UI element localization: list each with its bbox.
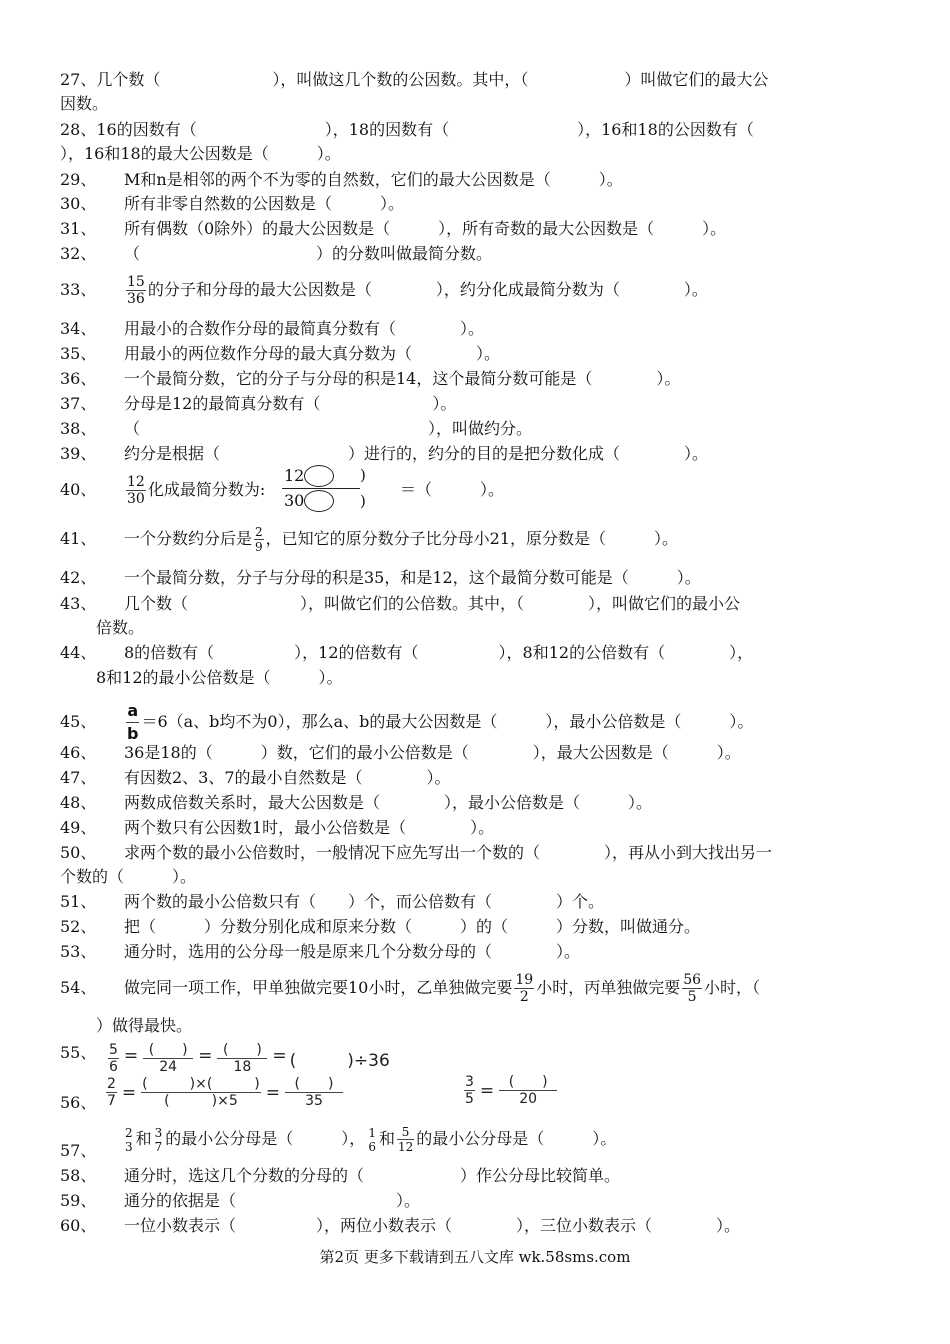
circle-blank (304, 465, 334, 487)
question-32: 32、 (60, 244, 97, 263)
equals-sign: = (272, 1046, 287, 1066)
denominator: 6 (109, 1059, 118, 1072)
fraction (397, 1125, 414, 1154)
circle-blank (304, 490, 334, 512)
question-number: 29、 (60, 170, 97, 189)
numerator: 2 (255, 525, 263, 539)
question-29 (60, 170, 96, 190)
denominator: 5 (687, 989, 697, 1005)
question-text: 小时，（ (704, 978, 761, 997)
denominator: 2 (519, 989, 529, 1005)
question-47-text: 有因数2、3、7的最小自然数是（ ）。 (124, 768, 451, 787)
question-41-text (124, 517, 678, 561)
question-40-tail: ＝（ ）。 (400, 480, 505, 499)
question-60-text: 一位小数表示（ ），两位小数表示（ ），三位小数表示（ ）。 (124, 1216, 741, 1235)
blank-numerator: ( ) (143, 1042, 193, 1059)
question-43-cont: 倍数。 (96, 618, 145, 637)
question-28 (60, 120, 754, 140)
question-56: 56、 (60, 1093, 97, 1112)
product-fraction (141, 1076, 261, 1109)
fraction (108, 1042, 119, 1072)
numerator: 5 (109, 1042, 118, 1058)
question-28-cont: ），16和18的最大公因数是（ ）。 (60, 144, 341, 163)
blank-fraction (217, 1042, 267, 1072)
question-31: 31、 (60, 219, 97, 238)
fraction (126, 474, 146, 507)
blank-fraction (499, 1074, 557, 1107)
question-48: 48、 (60, 793, 97, 812)
numerator: 5 (397, 1125, 414, 1140)
denominator: 3 (125, 1139, 133, 1154)
question-text: 化成最简分数为: (147, 480, 266, 499)
question-35-text: 用最小的两位数作分母的最大真分数为（ ）。 (124, 344, 501, 363)
conjunction: 和 (378, 1129, 395, 1148)
question-49: 49、 (60, 818, 97, 837)
question-40: 40、 (60, 480, 97, 499)
question-35: 35、 (60, 344, 97, 363)
question-59-text: 通分的依据是（ ）。 (124, 1191, 421, 1210)
numerator: 56 (683, 972, 702, 988)
question-41: 41、 (60, 529, 97, 548)
question-31-text: 所有偶数（0除外）的最大公因数是（ ），所有奇数的最大公因数是（ ）。 (124, 219, 727, 238)
numerator: ( )×( ) (142, 1076, 260, 1092)
question-55: 55、 (60, 1043, 97, 1062)
fraction (464, 1074, 475, 1107)
question-57-text (122, 1117, 616, 1161)
question-54-cont: ）做得最快。 (96, 1016, 193, 1035)
question-38: 38、 (60, 419, 97, 438)
question-44-text: 8的倍数有（ ），12的倍数有（ ），8和12的公倍数有（ ）， (124, 643, 754, 662)
question-30: 30、 (60, 194, 97, 213)
question-number: 27、 (60, 70, 97, 89)
denominator: 7 (154, 1139, 163, 1154)
question-50-text: 求两个数的最小公倍数时，一般情况下应先写出一个数的（ ），再从小到大找出另一 (124, 843, 773, 862)
question-39: 39、 (60, 444, 97, 463)
denominator: 35 (305, 1093, 323, 1109)
denominator: 18 (233, 1059, 252, 1072)
fraction (126, 274, 146, 307)
denominator: ( )×5 (164, 1093, 238, 1109)
question-44-cont: 8和12的最小公倍数是（ ）。 (96, 668, 343, 687)
question-48-text: 两数成倍数关系时，最大公因数是（ ），最小公倍数是（ ）。 (124, 793, 653, 812)
question-text: 16的因数有（ ），18的因数有（ ），16和18的公因数有（ (96, 120, 754, 139)
question-42-text: 一个最简分数，分子与分母的积是35，和是12，这个最简分数可能是（ ）。 (124, 568, 701, 587)
question-text: 几个数（ ），叫做这几个数的公因数。其中，（ ）叫做它们的最大公 (96, 70, 769, 89)
question-number: 28、 (60, 120, 97, 139)
question-50-cont: 个数的（ ）。 (60, 867, 197, 886)
question-text: 一个分数约分后是 (124, 529, 253, 548)
question-49-text: 两个数只有公因数1时，最小公倍数是（ ）。 (124, 818, 495, 837)
question-45: 45、 (60, 712, 97, 731)
numerator: 2 (107, 1076, 116, 1092)
numerator: 15 (127, 274, 145, 290)
denominator: 5 (465, 1091, 474, 1107)
denominator: 30 (284, 491, 305, 510)
fraction (124, 1126, 134, 1154)
numerator: 19 (515, 972, 534, 988)
blank-fraction (143, 1042, 193, 1072)
denominator: 7 (107, 1093, 116, 1109)
question-29-text: M和n是相邻的两个不为零的自然数，它们的最大公因数是（ ）。 (124, 170, 623, 189)
fraction (682, 972, 702, 1005)
division-expression: ( )÷36 (289, 1051, 390, 1071)
question-54-text (124, 966, 760, 1010)
question-51: 51、 (60, 892, 97, 911)
question-33: 33、 (60, 280, 97, 299)
question-text: 小时，丙单独做完要 (536, 978, 681, 997)
denominator: 24 (159, 1059, 178, 1072)
blank-numerator: ( ) (499, 1074, 557, 1091)
denominator: 20 (519, 1091, 538, 1107)
question-51-text: 两个数的最小公倍数只有（ ）个，而公倍数有（ ）个。 (124, 892, 605, 911)
question-text: 做完同一项工作，甲单独做完要10小时，乙单独做完要 (124, 978, 513, 997)
equals-sign: = (479, 1080, 495, 1101)
question-59: 59、 (60, 1191, 97, 1210)
question-44: 44、 (60, 643, 97, 662)
numerator: 12 (127, 474, 145, 490)
question-33-text (124, 268, 708, 312)
paren: ) (360, 492, 366, 510)
question-38-text: （ ），叫做约分。 (124, 419, 533, 438)
fraction (106, 1076, 117, 1109)
question-47: 47、 (60, 768, 97, 787)
numerator: 3 (154, 1125, 163, 1140)
question-text: 的最小公分母是（ ）， (165, 1129, 366, 1148)
fraction (367, 1126, 377, 1154)
page-footer: 第2页 更多下载请到五八文库 wk.58sms.com (319, 1248, 631, 1266)
fraction (126, 700, 139, 745)
question-60: 60、 (60, 1216, 97, 1235)
fraction-bar (282, 488, 360, 489)
question-36: 36、 (60, 369, 97, 388)
fraction (254, 525, 264, 554)
question-46: 46、 (60, 743, 97, 762)
denominator: 6 (368, 1139, 376, 1154)
numerator: 12 (284, 466, 305, 485)
blank-numerator: ( ) (217, 1042, 267, 1059)
question-55-equation (104, 1040, 424, 1072)
question-53: 53、 (60, 942, 97, 961)
question-27-cont: 因数。 (60, 94, 109, 113)
equals-sign: = (123, 1046, 139, 1066)
denominator: b (127, 724, 139, 743)
question-34: 34、 (60, 319, 97, 338)
question-37: 37、 (60, 394, 97, 413)
blank-numerator: ( ) (285, 1076, 343, 1093)
paren: ) (360, 466, 366, 484)
question-text: ＝6（a、b均不为0），那么a、b的最大公因数是（ ），最小公倍数是（ ）。 (141, 712, 754, 731)
question-32-text: （ ）的分数叫做最简分数。 (124, 244, 493, 263)
equals-sign: = (265, 1082, 280, 1103)
question-52: 52、 (60, 917, 97, 936)
numerator: 1 (368, 1125, 376, 1140)
fraction (514, 972, 534, 1005)
conjunction: 和 (135, 1129, 152, 1148)
fraction-equation (282, 464, 382, 514)
denominator: 12 (397, 1140, 414, 1154)
question-43: 43、 (60, 594, 97, 613)
blank-fraction (285, 1076, 343, 1109)
denominator: 30 (127, 491, 145, 507)
question-text: ，已知它的原分数分子比分母小21，原分数是（ ）。 (265, 529, 679, 548)
fraction (154, 1126, 164, 1154)
question-27 (60, 70, 768, 90)
question-46-text: 36是18的（ ）数，它们的最小公倍数是（ ），最大公因数是（ ）。 (124, 743, 741, 762)
denominator: 36 (127, 291, 145, 307)
question-50: 50、 (60, 843, 97, 862)
question-43-text: 几个数（ ），叫做它们的公倍数。其中，（ ），叫做它们的最小公 (124, 594, 741, 613)
question-58: 58、 (60, 1166, 97, 1185)
numerator: a (126, 700, 139, 723)
question-40-text (124, 468, 265, 512)
question-34-text: 用最小的合数作分母的最简真分数有（ ）。 (124, 319, 485, 338)
question-56-equation-2 (462, 1074, 582, 1120)
numerator: 3 (465, 1074, 474, 1090)
question-text: 的最小公分母是（ ）。 (416, 1129, 617, 1148)
question-37-text: 分母是12的最简真分数有（ ）。 (124, 394, 457, 413)
equals-sign: = (121, 1082, 137, 1103)
question-text: 的分子和分母的最大公因数是（ ），约分化成最简分数为（ ）。 (147, 280, 708, 299)
numerator: 2 (125, 1125, 133, 1140)
denominator: 9 (255, 540, 263, 554)
question-42: 42、 (60, 568, 97, 587)
question-54: 54、 (60, 978, 97, 997)
question-58-text: 通分时，选这几个分数的分母的（ ）作公分母比较简单。 (124, 1166, 621, 1185)
equals-sign: = (198, 1046, 213, 1066)
question-36-text: 一个最简分数，它的分子与分母的积是14，这个最简分数可能是（ ）。 (124, 369, 681, 388)
question-39-text: 约分是根据（ ）进行的，约分的目的是把分数化成（ ）。 (124, 444, 709, 463)
question-56-equation (104, 1076, 364, 1122)
question-53-text: 通分时，选用的公分母一般是原来几个分数分母的（ ）。 (124, 942, 581, 961)
question-57: 57、 (60, 1141, 97, 1160)
question-52-text: 把（ ）分数分别化成和原来分数（ ）的（ ）分数，叫做通分。 (124, 917, 701, 936)
question-30-text: 所有非零自然数的公因数是（ ）。 (124, 194, 405, 213)
